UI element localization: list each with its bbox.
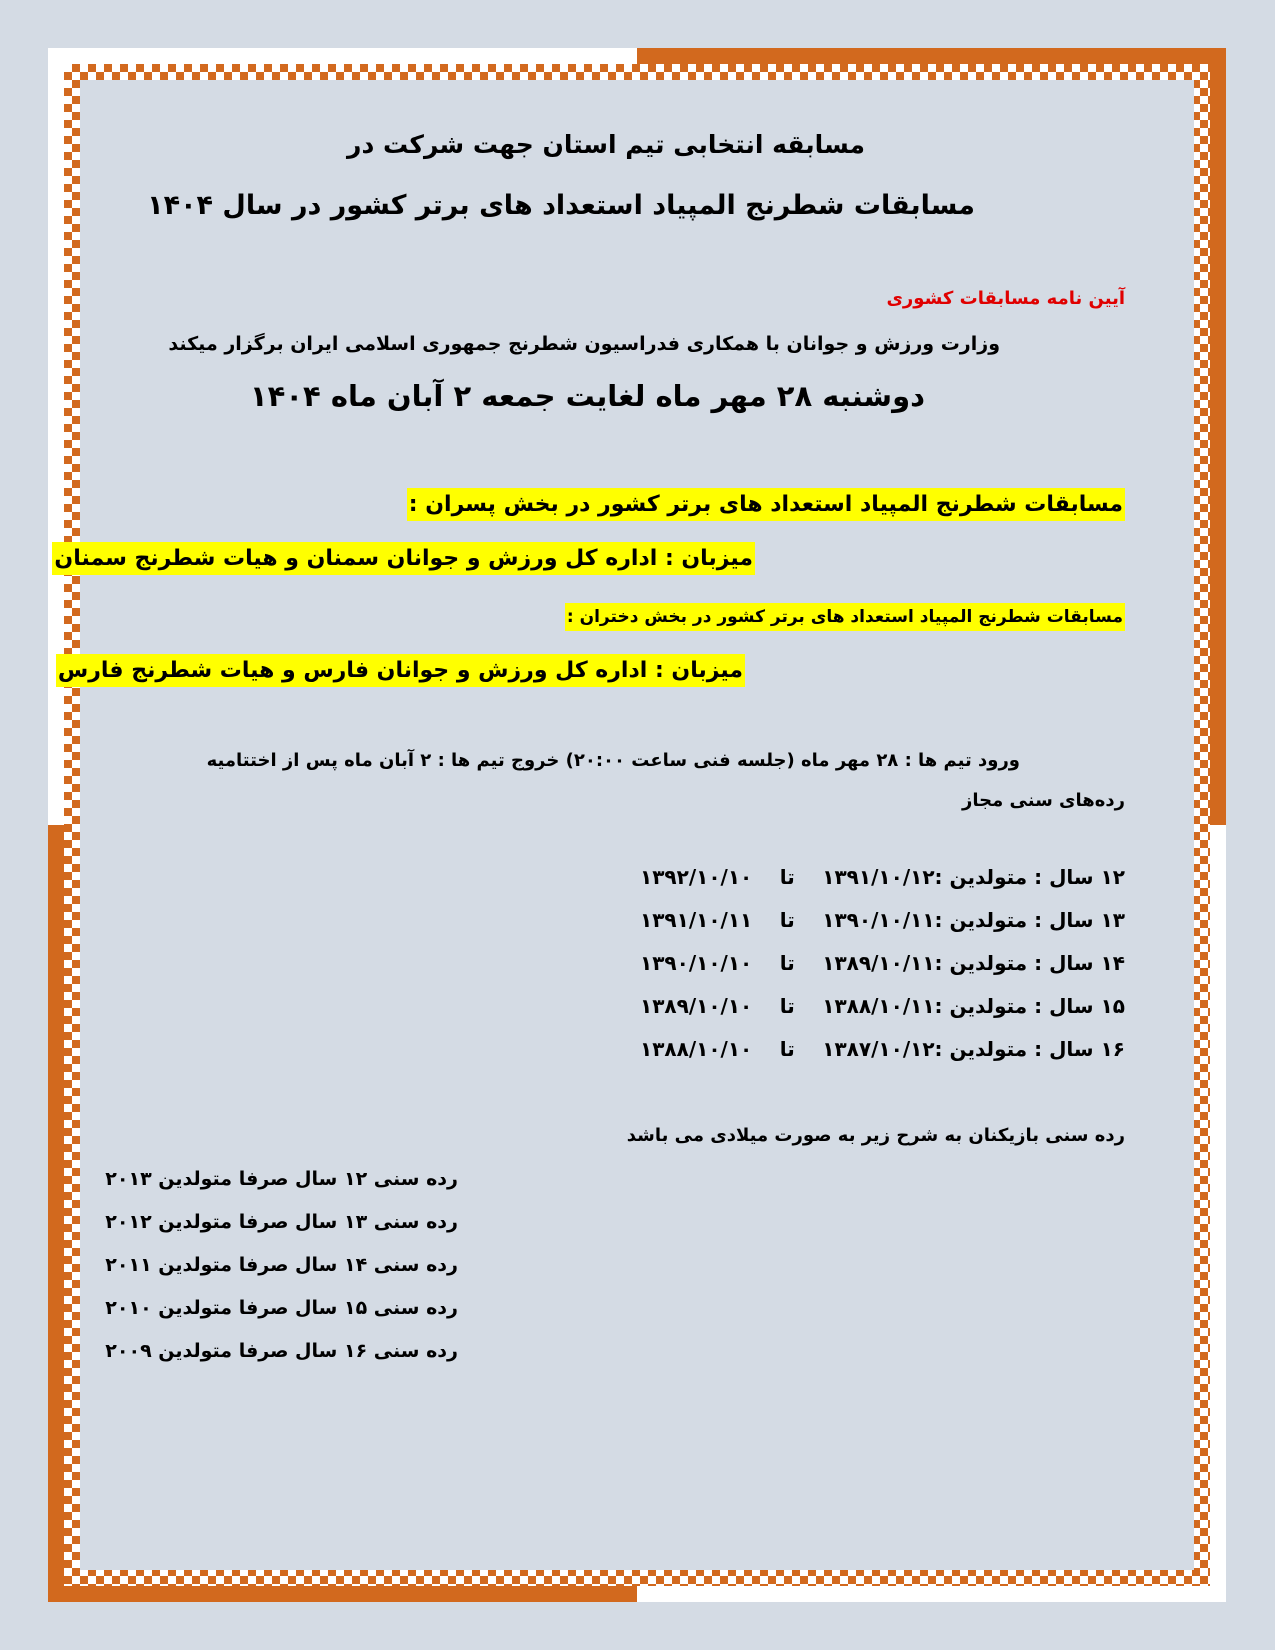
- title-line-1: مسابقه انتخابی تیم استان جهت شرکت در: [347, 130, 865, 159]
- checkered-border: [48, 48, 1226, 1602]
- girls-host-text: میزبان : اداره کل ورزش و جوانان فارس و هیات شطرنج فارس: [56, 654, 745, 687]
- age-group-row: [640, 908, 1125, 932]
- age-group-row: [640, 865, 1125, 889]
- title-line-2: مسابقات شطرنج المپیاد استعداد های برتر کشور در سال ۱۴۰۴: [147, 190, 975, 221]
- age-group-to: ۱۳۸۹/۱۰/۱۰: [640, 994, 753, 1018]
- age-group-from: ۱۳ سال : متولدین :۱۳۹۰/۱۰/۱۱: [822, 908, 1125, 932]
- age-group-row: [640, 1037, 1125, 1061]
- boys-host-text: میزبان : اداره کل ورزش و جوانان سمنان و هیات شطرنج سمنان: [52, 542, 755, 575]
- girls-section-title: [565, 607, 1125, 627]
- age-group-row: [640, 951, 1125, 975]
- gregorian-age-group: رده سنی ۱۵ سال صرفا متولدین ۲۰۱۰: [105, 1297, 458, 1319]
- gregorian-note: رده سنی بازیکنان به شرح زیر به صورت میلادی می باشد: [626, 1125, 1125, 1146]
- age-group-to-word: تا: [779, 994, 795, 1018]
- age-group-row: [640, 994, 1125, 1018]
- boys-section-title: [407, 492, 1125, 517]
- arrival-departure-line: ورود تیم ها : ۲۸ مهر ماه (جلسه فنی ساعت ۲۰:۰۰) خروج تیم ها : ۲ آبان ماه پس از اختتامیه: [206, 750, 1020, 771]
- boys-title-text: مسابقات شطرنج المپیاد استعداد های برتر کشور در بخش پسران :: [407, 488, 1125, 521]
- age-group-to-word: تا: [779, 908, 795, 932]
- age-group-to: ۱۳۹۲/۱۰/۱۰: [640, 865, 753, 889]
- gregorian-age-group: رده سنی ۱۲ سال صرفا متولدین ۲۰۱۳: [105, 1168, 458, 1190]
- bylaw-label: آیین نامه مسابقات کشوری: [886, 288, 1125, 309]
- age-group-to: ۱۳۹۰/۱۰/۱۰: [640, 951, 753, 975]
- girls-title-text: مسابقات شطرنج المپیاد استعداد های برتر کشور در بخش دختران :: [565, 603, 1125, 631]
- age-group-to-word: تا: [779, 865, 795, 889]
- age-groups-label: رده‌های سنی مجاز: [962, 790, 1125, 811]
- age-group-from: ۱۲ سال : متولدین :۱۳۹۱/۱۰/۱۲: [822, 865, 1125, 889]
- age-group-to: ۱۳۸۸/۱۰/۱۰: [640, 1037, 753, 1061]
- age-group-to-word: تا: [779, 1037, 795, 1061]
- age-group-to: ۱۳۹۱/۱۰/۱۱: [640, 908, 753, 932]
- age-group-from: ۱۶ سال : متولدین :۱۳۸۷/۱۰/۱۲: [822, 1037, 1125, 1061]
- organizer-line: وزارت ورزش و جوانان با همکاری فدراسیون شطرنج جمهوری اسلامی ایران برگزار میکند: [168, 333, 1000, 355]
- gregorian-age-group: رده سنی ۱۳ سال صرفا متولدین ۲۰۱۲: [105, 1211, 458, 1233]
- girls-host: [56, 658, 745, 683]
- gregorian-age-group: رده سنی ۱۴ سال صرفا متولدین ۲۰۱۱: [105, 1254, 458, 1276]
- gregorian-age-group: رده سنی ۱۶ سال صرفا متولدین ۲۰۰۹: [105, 1340, 458, 1362]
- age-group-from: ۱۵ سال : متولدین :۱۳۸۸/۱۰/۱۱: [822, 994, 1125, 1018]
- age-group-from: ۱۴ سال : متولدین :۱۳۸۹/۱۰/۱۱: [822, 951, 1125, 975]
- boys-host: [52, 546, 755, 571]
- age-group-to-word: تا: [779, 951, 795, 975]
- dates-line: دوشنبه ۲۸ مهر ماه لغایت جمعه ۲ آبان ماه ۱۴۰۴: [249, 379, 925, 413]
